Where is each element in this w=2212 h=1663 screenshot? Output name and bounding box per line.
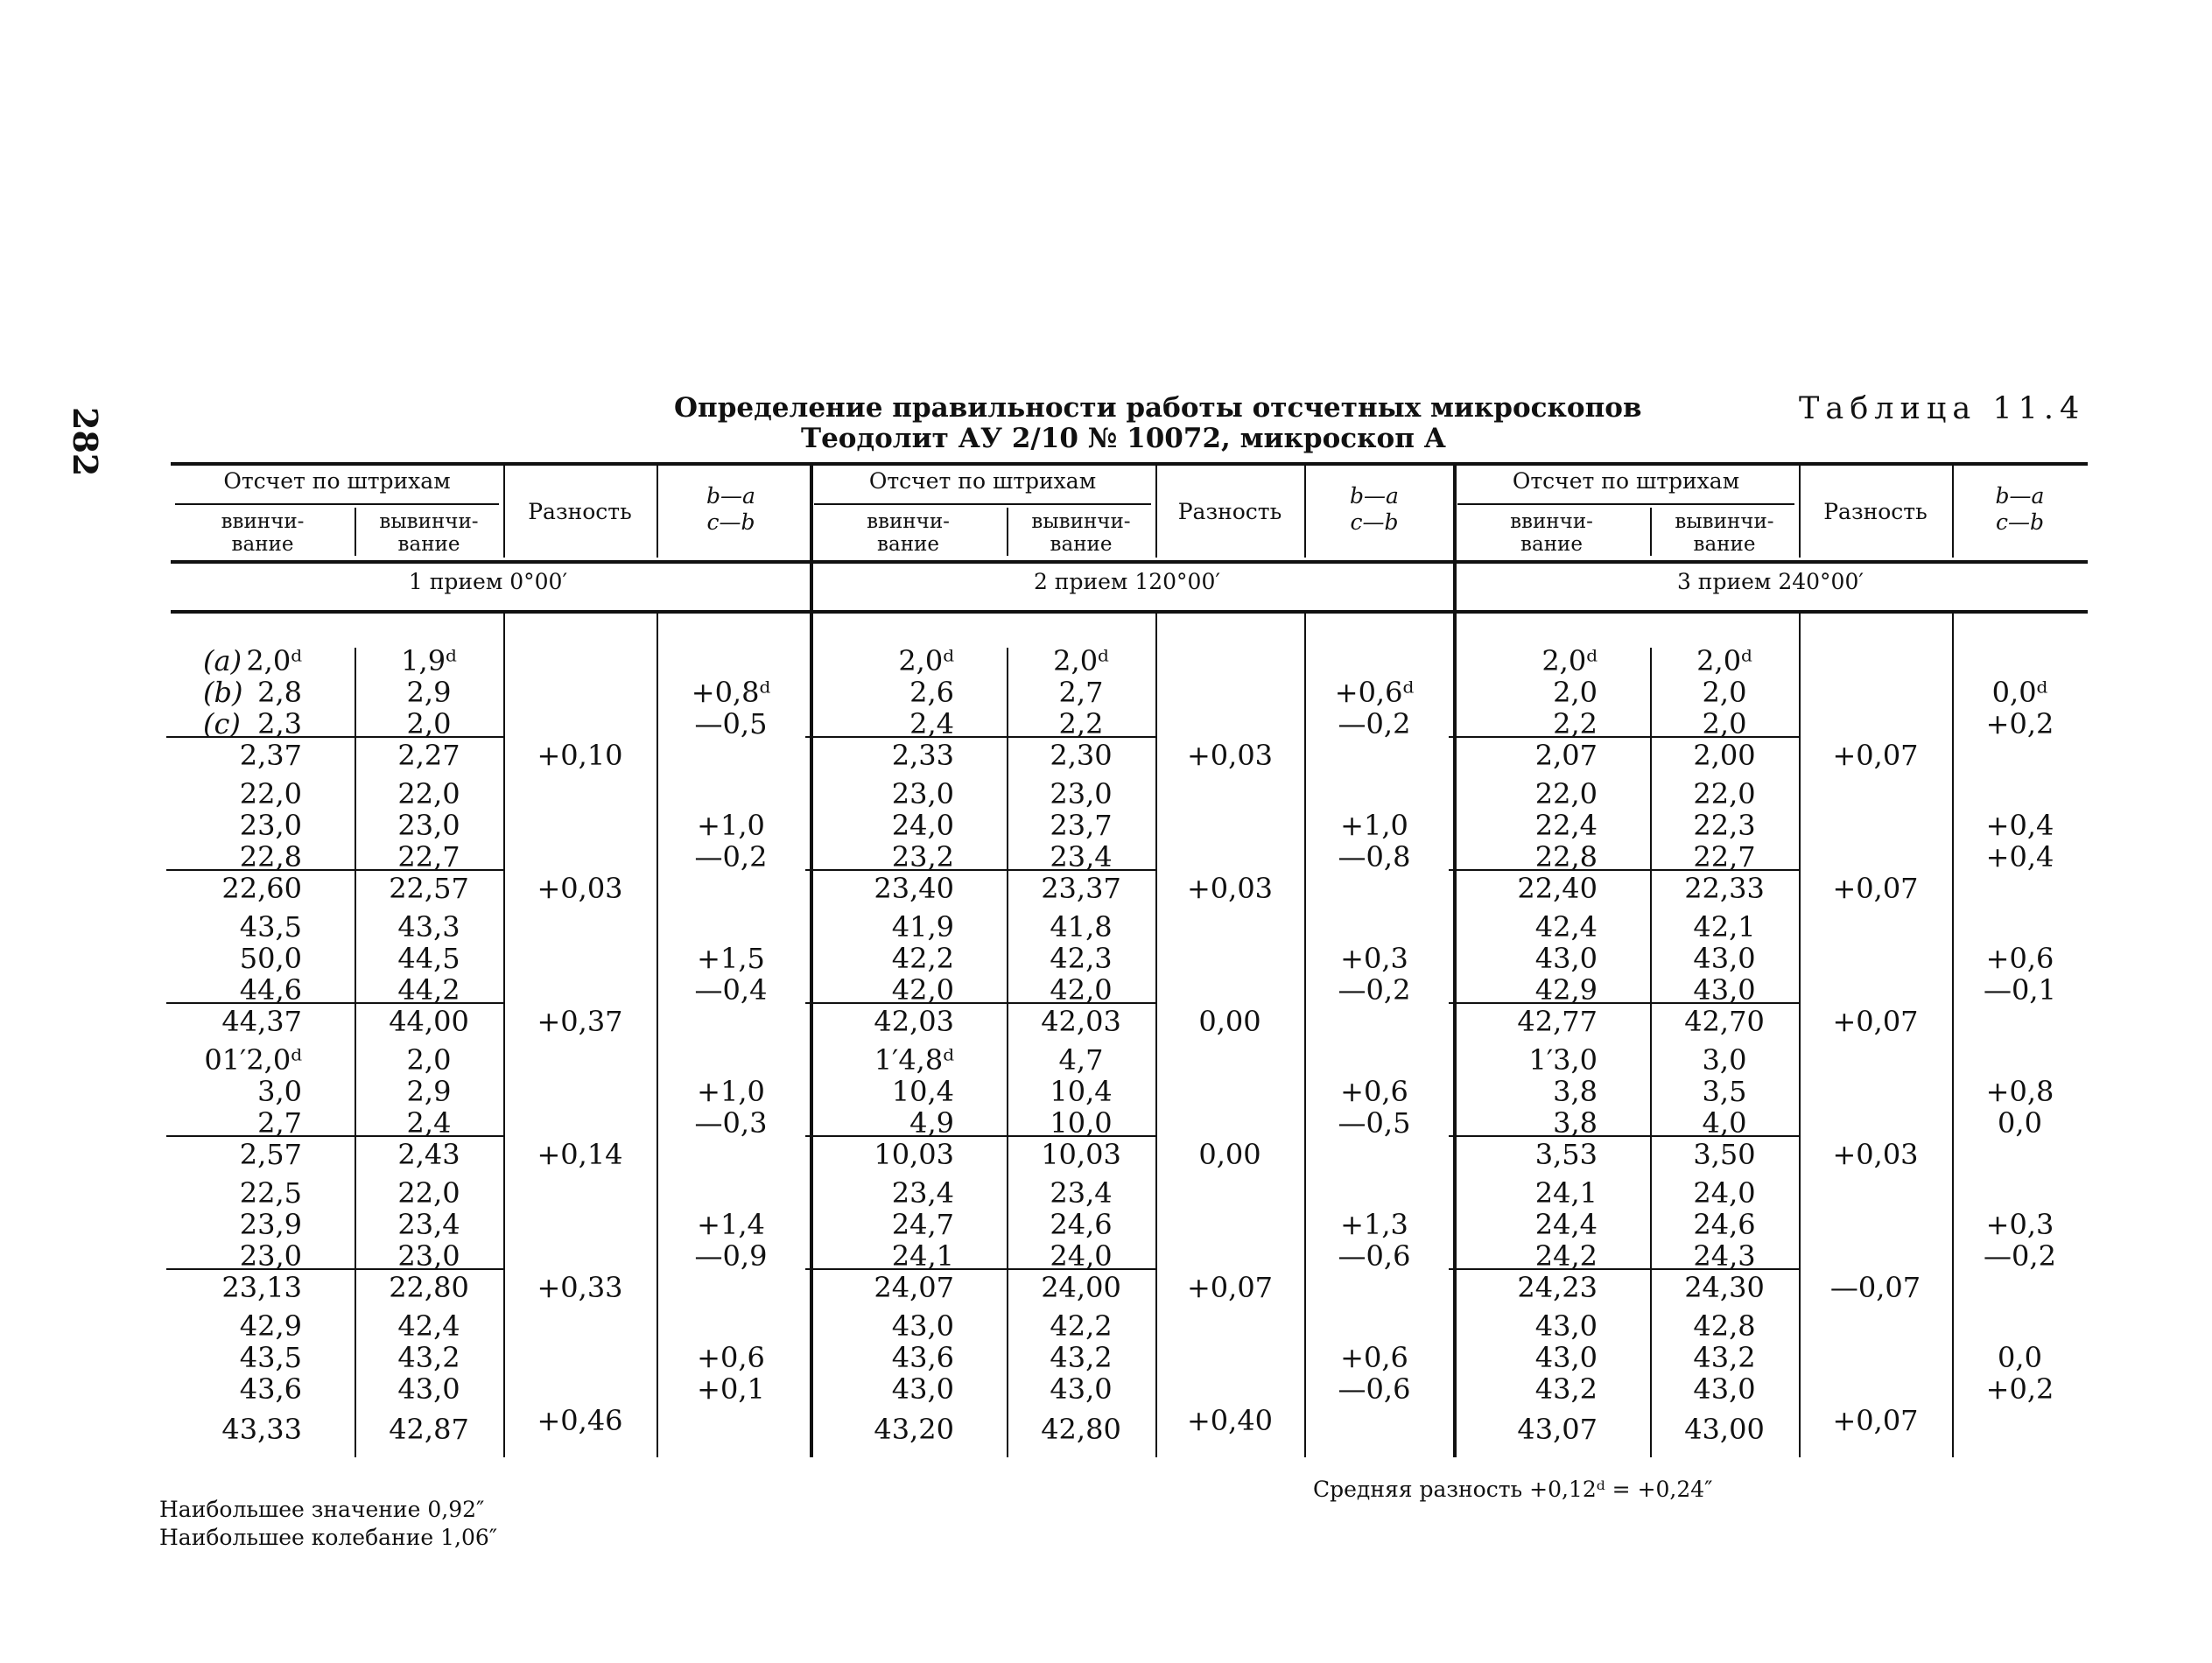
difference-value: +0,40 xyxy=(1186,1404,1274,1437)
ba-value: +1,5 xyxy=(697,942,765,975)
ba-value: +0,3 xyxy=(1340,942,1408,975)
reading-screw-in: 22,60 xyxy=(221,872,302,905)
header-screw-in-1: ввинчи- xyxy=(1510,510,1593,533)
difference-value: +0,07 xyxy=(1832,739,1919,772)
cb-value: —0,1 xyxy=(1984,973,2056,1007)
ba-value: 0,0ᵈ xyxy=(1991,676,2048,709)
reading-screw-in: 1′4,8ᵈ xyxy=(874,1043,954,1077)
group-mean-rule xyxy=(805,1268,1155,1270)
difference-value: +0,07 xyxy=(1832,1005,1919,1038)
ba-value: +0,8 xyxy=(1985,1075,2054,1108)
cb-value: —0,4 xyxy=(694,973,768,1007)
reading-screw-in: 2,33 xyxy=(891,739,954,772)
reading-screw-in: 2,4 xyxy=(909,707,954,740)
header-ba: b—a xyxy=(1350,483,1399,509)
reading-screw-in: 43,6 xyxy=(891,1341,954,1374)
reading-screw-out: 41,8 xyxy=(1050,910,1113,944)
ba-value: +1,3 xyxy=(1340,1208,1408,1241)
difference-value: +0,07 xyxy=(1832,872,1919,905)
reading-screw-out: 22,0 xyxy=(1693,777,1756,810)
reading-screw-in: 2,0ᵈ xyxy=(1541,644,1598,677)
cb-value: +0,1 xyxy=(697,1372,765,1406)
ba-value: +0,6 xyxy=(1985,942,2054,975)
reading-screw-in: 23,0 xyxy=(891,777,954,810)
reading-screw-out: 1,9ᵈ xyxy=(401,644,457,677)
reading-screw-out: 42,70 xyxy=(1684,1005,1765,1038)
reading-screw-out: 23,4 xyxy=(397,1208,460,1241)
ba-value: +0,3 xyxy=(1985,1208,2054,1241)
reading-screw-in: 42,77 xyxy=(1517,1005,1598,1038)
reading-screw-out: 42,87 xyxy=(389,1413,469,1446)
header-sub-rule xyxy=(1457,503,1794,505)
cb-value: —0,3 xyxy=(694,1106,768,1140)
reading-screw-in: 23,9 xyxy=(239,1208,302,1241)
reading-screw-out: 2,7 xyxy=(1058,676,1104,709)
difference-value: +0,03 xyxy=(1832,1138,1919,1171)
reading-screw-out: 23,37 xyxy=(1041,872,1121,905)
header-ba: b—a xyxy=(1995,483,2045,509)
header-difference: Разность xyxy=(1177,499,1282,524)
reading-screw-in: 43,0 xyxy=(891,1309,954,1343)
reception-label: 3 прием 240°00′ xyxy=(1676,569,1864,594)
ba-value: +1,0 xyxy=(1340,809,1408,842)
reading-screw-in: 43,07 xyxy=(1517,1413,1598,1446)
reading-screw-in: 24,0 xyxy=(891,809,954,842)
group-mean-rule xyxy=(1449,869,1799,871)
ba-value: +0,8ᵈ xyxy=(691,676,771,709)
reading-screw-in: 43,33 xyxy=(221,1413,302,1446)
reading-screw-in: 43,20 xyxy=(874,1413,954,1446)
reading-screw-in: 42,0 xyxy=(891,973,954,1007)
header-screw-out-1: вывинчи- xyxy=(1675,510,1774,533)
reading-screw-out: 43,0 xyxy=(1693,942,1756,975)
reading-screw-out: 4,7 xyxy=(1058,1043,1104,1077)
header-divider xyxy=(1799,466,1801,558)
reading-screw-in: 41,9 xyxy=(891,910,954,944)
reading-screw-in: 3,8 xyxy=(1553,1106,1598,1140)
group-mean-rule xyxy=(166,869,503,871)
difference-value: +0,07 xyxy=(1186,1271,1274,1304)
reading-screw-out: 43,0 xyxy=(1693,973,1756,1007)
header-screw-in-2: вание xyxy=(877,533,939,556)
cb-value: —0,9 xyxy=(694,1239,768,1273)
reading-screw-in: 2,2 xyxy=(1553,707,1598,740)
reading-screw-out: 43,00 xyxy=(1684,1413,1765,1446)
group-mean-rule xyxy=(1449,736,1799,738)
reading-screw-in: 22,0 xyxy=(1534,777,1598,810)
reading-screw-in: 23,40 xyxy=(874,872,954,905)
header-screw-out-2: вание xyxy=(1693,533,1756,556)
reading-screw-out: 24,30 xyxy=(1684,1271,1765,1304)
reading-screw-out: 23,4 xyxy=(1050,1176,1113,1210)
difference-value: +0,03 xyxy=(1186,872,1274,905)
cb-value: —0,2 xyxy=(694,840,768,874)
ba-value: +0,4 xyxy=(1985,809,2054,842)
reading-screw-out: 23,4 xyxy=(1050,840,1113,874)
reading-screw-in: 22,8 xyxy=(239,840,302,874)
reading-screw-in: 2,57 xyxy=(239,1138,302,1171)
reading-screw-out: 22,7 xyxy=(397,840,460,874)
reading-screw-out: 22,0 xyxy=(397,1176,460,1210)
group-mean-rule xyxy=(166,1002,503,1004)
difference-value: +0,10 xyxy=(537,739,623,772)
reading-screw-in: 23,13 xyxy=(221,1271,302,1304)
reading-screw-out: 42,8 xyxy=(1693,1309,1756,1343)
header-screw-out-1: вывинчи- xyxy=(379,510,479,533)
difference-value: +0,37 xyxy=(537,1005,623,1038)
header-col-divider xyxy=(355,508,356,556)
group-mean-rule xyxy=(805,1135,1155,1137)
header-readings: Отсчет по штрихам xyxy=(1512,468,1740,494)
group-mean-rule xyxy=(166,1268,503,1270)
header-col-divider xyxy=(1650,508,1652,556)
reception-label: 2 прием 120°00′ xyxy=(1033,569,1221,594)
reading-screw-in: 2,0ᵈ xyxy=(246,644,302,677)
group-mean-rule xyxy=(805,736,1155,738)
reading-screw-out: 22,7 xyxy=(1693,840,1756,874)
difference-value: 0,00 xyxy=(1198,1138,1261,1171)
reading-screw-in: 2,0ᵈ xyxy=(898,644,954,677)
reading-screw-out: 43,0 xyxy=(397,1372,460,1406)
reading-screw-in: 43,0 xyxy=(1534,1309,1598,1343)
reading-screw-out: 42,2 xyxy=(1050,1309,1113,1343)
reading-screw-out: 42,0 xyxy=(1050,973,1113,1007)
header-divider xyxy=(1952,466,1954,558)
header-sub-rule xyxy=(175,503,499,505)
difference-value: 0,00 xyxy=(1198,1005,1261,1038)
header-screw-out-1: вывинчи- xyxy=(1031,510,1131,533)
reading-screw-in: 50,0 xyxy=(239,942,302,975)
table-label: Таблица 11.4 xyxy=(1799,391,2086,426)
cb-value: +0,2 xyxy=(1985,1372,2054,1406)
reading-screw-in: 2,37 xyxy=(239,739,302,772)
reading-screw-out: 43,0 xyxy=(1050,1372,1113,1406)
header-screw-in-1: ввинчи- xyxy=(867,510,950,533)
header-bottom-rule xyxy=(171,560,2088,564)
table-title: Определение правильности работы отсчетных микроскопов xyxy=(674,392,1642,424)
reading-screw-in: 24,7 xyxy=(891,1208,954,1241)
reading-screw-out: 43,2 xyxy=(1693,1341,1756,1374)
reading-screw-out: 44,2 xyxy=(397,973,460,1007)
reading-screw-out: 3,50 xyxy=(1693,1138,1756,1171)
difference-value: +0,46 xyxy=(537,1404,623,1437)
reading-screw-out: 42,3 xyxy=(1050,942,1113,975)
reading-screw-out: 22,57 xyxy=(389,872,469,905)
reading-screw-in: 42,4 xyxy=(1534,910,1598,944)
reading-screw-in: 2,7 xyxy=(257,1106,302,1140)
ba-value: +0,6 xyxy=(1340,1075,1408,1108)
reading-screw-out: 24,0 xyxy=(1693,1176,1756,1210)
header-screw-in-1: ввинчи- xyxy=(221,510,305,533)
reading-screw-in: 43,0 xyxy=(1534,1341,1598,1374)
header-col-divider xyxy=(1007,508,1008,556)
cb-value: —0,6 xyxy=(1338,1372,1411,1406)
reading-screw-out: 42,1 xyxy=(1693,910,1756,944)
reading-screw-out: 2,2 xyxy=(1058,707,1104,740)
header-divider xyxy=(657,466,658,558)
cb-value: +0,4 xyxy=(1985,840,2054,874)
cb-value: 0,0 xyxy=(1998,1106,2042,1140)
header-screw-in-2: вание xyxy=(1520,533,1583,556)
cb-value: —0,8 xyxy=(1338,840,1411,874)
ba-value: +0,6ᵈ xyxy=(1334,676,1415,709)
reading-screw-in: 43,5 xyxy=(239,910,302,944)
reading-screw-out: 43,2 xyxy=(397,1341,460,1374)
difference-value: +0,03 xyxy=(537,872,623,905)
reading-screw-in: 3,8 xyxy=(1553,1075,1598,1108)
reading-screw-out: 2,0 xyxy=(1702,676,1747,709)
reading-screw-out: 4,0 xyxy=(1702,1106,1747,1140)
reading-screw-in: 42,03 xyxy=(874,1005,954,1038)
reading-screw-in: 1′3,0 xyxy=(1528,1043,1598,1077)
cb-value: —0,2 xyxy=(1338,973,1411,1007)
header-cb: c—b xyxy=(1350,509,1399,535)
header-divider xyxy=(1304,466,1306,558)
reading-screw-out: 22,33 xyxy=(1684,872,1765,905)
reading-screw-out: 24,3 xyxy=(1693,1239,1756,1273)
reading-screw-in: 44,37 xyxy=(221,1005,302,1038)
reading-screw-in: 22,5 xyxy=(239,1176,302,1210)
reading-screw-out: 43,0 xyxy=(1693,1372,1756,1406)
cb-value: —0,6 xyxy=(1338,1239,1411,1273)
row-label: (c) xyxy=(203,707,241,740)
reading-screw-out: 10,4 xyxy=(1050,1075,1113,1108)
reading-screw-in: 43,6 xyxy=(239,1372,302,1406)
reading-screw-in: 10,4 xyxy=(891,1075,954,1108)
header-readings: Отсчет по штрихам xyxy=(223,468,451,494)
page-number: 282 xyxy=(66,407,105,477)
reading-screw-in: 22,0 xyxy=(239,777,302,810)
header-difference: Разность xyxy=(528,499,632,524)
reading-screw-out: 2,0 xyxy=(406,1043,452,1077)
header-divider xyxy=(503,466,505,558)
reading-screw-out: 23,0 xyxy=(397,809,460,842)
reading-screw-out: 44,00 xyxy=(389,1005,469,1038)
header-cb: c—b xyxy=(706,509,755,535)
difference-value: +0,07 xyxy=(1832,1404,1919,1437)
reading-screw-in: 24,23 xyxy=(1517,1271,1598,1304)
cb-value: —0,2 xyxy=(1338,707,1411,740)
reading-screw-in: 24,07 xyxy=(874,1271,954,1304)
reading-screw-in: 24,1 xyxy=(1534,1176,1598,1210)
difference-value: +0,14 xyxy=(537,1138,623,1171)
footer-mean-difference: Средняя разность +0,12ᵈ = +0,24″ xyxy=(1313,1477,1713,1502)
reading-screw-in: 44,6 xyxy=(239,973,302,1007)
group-mean-rule xyxy=(805,869,1155,871)
reading-screw-in: 3,53 xyxy=(1534,1138,1598,1171)
header-ba: b—a xyxy=(706,483,755,509)
reading-screw-out: 42,80 xyxy=(1041,1413,1121,1446)
reading-screw-out: 42,4 xyxy=(397,1309,460,1343)
header-screw-out-2: вание xyxy=(1050,533,1113,556)
reading-screw-in: 43,2 xyxy=(1534,1372,1598,1406)
reading-col-divider xyxy=(1007,648,1008,1457)
row-label: (b) xyxy=(203,676,243,709)
reading-screw-in: 22,4 xyxy=(1534,809,1598,842)
reading-screw-in: 2,3 xyxy=(257,707,302,740)
difference-value: +0,03 xyxy=(1186,739,1274,772)
header-screw-in-2: вание xyxy=(231,533,294,556)
reading-screw-in: 10,03 xyxy=(874,1138,954,1171)
reading-screw-in: 42,9 xyxy=(239,1309,302,1343)
header-divider xyxy=(1155,466,1157,558)
reading-screw-out: 3,5 xyxy=(1702,1075,1747,1108)
reading-screw-out: 10,03 xyxy=(1041,1138,1121,1171)
ba-value: +1,4 xyxy=(697,1208,765,1241)
reading-col-divider xyxy=(355,648,356,1457)
reading-screw-out: 2,9 xyxy=(406,1075,452,1108)
reading-screw-out: 24,6 xyxy=(1693,1208,1756,1241)
reading-screw-out: 2,4 xyxy=(406,1106,452,1140)
reading-screw-in: 24,1 xyxy=(891,1239,954,1273)
header-screw-out-2: вание xyxy=(397,533,460,556)
reading-screw-in: 43,5 xyxy=(239,1341,302,1374)
reading-screw-in: 42,2 xyxy=(891,942,954,975)
reading-screw-out: 2,9 xyxy=(406,676,452,709)
header-difference: Разность xyxy=(1823,499,1928,524)
group-mean-rule xyxy=(805,1002,1155,1004)
reading-screw-out: 24,6 xyxy=(1050,1208,1113,1241)
reading-col-divider xyxy=(1650,648,1652,1457)
reading-screw-in: 24,4 xyxy=(1534,1208,1598,1241)
reading-screw-out: 2,00 xyxy=(1693,739,1756,772)
reading-screw-in: 3,0 xyxy=(257,1075,302,1108)
reading-screw-in: 23,4 xyxy=(891,1176,954,1210)
difference-value: —0,07 xyxy=(1829,1271,1921,1304)
reading-screw-in: 2,6 xyxy=(909,676,954,709)
reading-screw-out: 23,0 xyxy=(397,1239,460,1273)
reading-screw-out: 10,0 xyxy=(1050,1106,1113,1140)
cb-value: —0,5 xyxy=(1338,1106,1411,1140)
cb-value: +0,2 xyxy=(1985,707,2054,740)
reading-screw-in: 22,40 xyxy=(1517,872,1598,905)
reading-screw-out: 24,00 xyxy=(1041,1271,1121,1304)
reading-screw-in: 22,8 xyxy=(1534,840,1598,874)
header-cb: c—b xyxy=(1995,509,2044,535)
group-mean-rule xyxy=(166,1135,503,1137)
reading-screw-out: 43,2 xyxy=(1050,1341,1113,1374)
group-mean-rule xyxy=(1449,1135,1799,1137)
reading-screw-out: 2,0 xyxy=(1702,707,1747,740)
reading-screw-out: 2,0ᵈ xyxy=(1053,644,1109,677)
reading-screw-out: 22,80 xyxy=(389,1271,469,1304)
table-subtitle: Теодолит АУ 2/10 № 10072, микроскоп А xyxy=(801,423,1446,454)
header-readings: Отсчет по штрихам xyxy=(868,468,1097,494)
ba-value: 0,0 xyxy=(1998,1341,2042,1374)
cb-value: —0,5 xyxy=(694,707,768,740)
reading-screw-out: 24,0 xyxy=(1050,1239,1113,1273)
reading-screw-out: 2,0 xyxy=(406,707,452,740)
reading-screw-out: 22,3 xyxy=(1693,809,1756,842)
footer-max-fluctuation: Наибольшее колебание 1,06″ xyxy=(159,1525,498,1550)
group-mean-rule xyxy=(1449,1002,1799,1004)
reading-screw-out: 23,0 xyxy=(1050,777,1113,810)
reading-screw-in: 43,0 xyxy=(1534,942,1598,975)
reading-screw-out: 23,7 xyxy=(1050,809,1113,842)
reading-screw-out: 43,3 xyxy=(397,910,460,944)
reading-screw-in: 24,2 xyxy=(1534,1239,1598,1273)
reading-screw-in: 2,0 xyxy=(1553,676,1598,709)
ba-value: +1,0 xyxy=(697,1075,765,1108)
reading-screw-out: 2,0ᵈ xyxy=(1696,644,1752,677)
reading-screw-out: 3,0 xyxy=(1702,1043,1747,1077)
footer-max-value: Наибольшее значение 0,92″ xyxy=(159,1497,485,1522)
row-label: (a) xyxy=(203,644,242,677)
reading-screw-out: 2,30 xyxy=(1050,739,1113,772)
reading-screw-in: 23,0 xyxy=(239,809,302,842)
ba-value: +0,6 xyxy=(1340,1341,1408,1374)
header-sub-rule xyxy=(814,503,1151,505)
reading-screw-out: 42,03 xyxy=(1041,1005,1121,1038)
reading-screw-out: 44,5 xyxy=(397,942,460,975)
reading-screw-out: 2,43 xyxy=(397,1138,460,1171)
reading-screw-in: 2,8 xyxy=(257,676,302,709)
reading-screw-in: 2,07 xyxy=(1534,739,1598,772)
reception-label: 1 прием 0°00′ xyxy=(408,569,568,594)
difference-value: +0,33 xyxy=(537,1271,623,1304)
reading-screw-in: 23,2 xyxy=(891,840,954,874)
reading-screw-in: 43,0 xyxy=(891,1372,954,1406)
reading-screw-in: 01′2,0ᵈ xyxy=(204,1043,302,1077)
reading-screw-in: 23,0 xyxy=(239,1239,302,1273)
cb-value: —0,2 xyxy=(1984,1239,2056,1273)
reading-screw-out: 2,27 xyxy=(397,739,460,772)
reading-screw-in: 4,9 xyxy=(909,1106,954,1140)
reading-screw-out: 22,0 xyxy=(397,777,460,810)
reading-screw-in: 42,9 xyxy=(1534,973,1598,1007)
group-mean-rule xyxy=(1449,1268,1799,1270)
ba-value: +0,6 xyxy=(697,1341,765,1374)
ba-value: +1,0 xyxy=(697,809,765,842)
